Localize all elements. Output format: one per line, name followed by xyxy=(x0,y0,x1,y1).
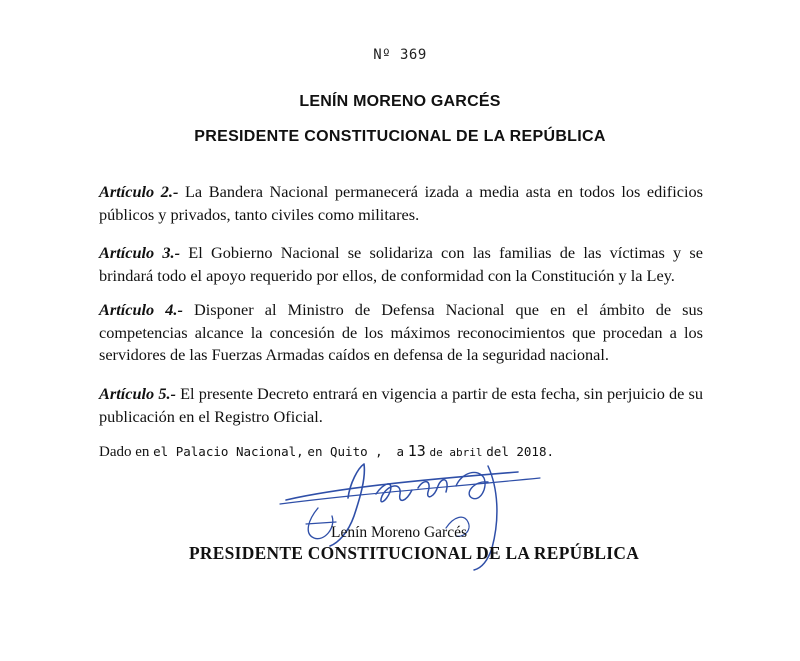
article-4 xyxy=(99,299,703,367)
article-2 xyxy=(99,181,703,226)
signer-office: PRESIDENTE CONSTITUCIONAL DE LA REPÚBLICA xyxy=(189,543,640,563)
signer-name: Lenín Moreno Garcés xyxy=(331,524,468,541)
article-3 xyxy=(99,242,703,287)
given-place: el Palacio Nacional, xyxy=(153,444,304,459)
given-prefix: Dado en xyxy=(99,444,150,460)
article-label: Artículo 3.- xyxy=(99,243,181,262)
article-label: Artículo 5.- xyxy=(99,384,176,403)
given-day: 13 xyxy=(407,442,426,460)
article-text: Disponer al Ministro de Defensa Nacional que en el ámbito de sus competencias alcance la concesión de los máximos reconocimientos que procedan a los servidores de las Fuerzas Armadas caídos en defensa de la seguridad nacional. xyxy=(99,300,703,364)
given-city: en Quito , xyxy=(307,444,383,459)
given-year: del 2018. xyxy=(486,444,554,459)
header-president-office: PRESIDENTE CONSTITUCIONAL DE LA REPÚBLICA xyxy=(194,128,606,145)
article-label: Artículo 2.- xyxy=(99,182,179,201)
decree-number: Nº 369 xyxy=(373,47,427,63)
article-5 xyxy=(99,383,703,428)
given-a: a xyxy=(396,444,404,459)
article-text: El presente Decreto entrará en vigencia a partir de esta fecha, sin perjuicio de su publicación en el Registro Oficial. xyxy=(99,384,703,426)
article-label: Artículo 4.- xyxy=(99,300,183,319)
article-text: La Bandera Nacional permanecerá izada a media asta en todos los edificios públicos y privados, tanto civiles como militares. xyxy=(99,182,703,224)
header-president-name: LENÍN MORENO GARCÉS xyxy=(299,93,501,110)
article-text: El Gobierno Nacional se solidariza con las familias de las víctimas y se brindará todo el apoyo requerido por ellos, de conformidad con la Constitución y la Ley. xyxy=(99,243,703,285)
given-month: de abril xyxy=(429,446,483,459)
